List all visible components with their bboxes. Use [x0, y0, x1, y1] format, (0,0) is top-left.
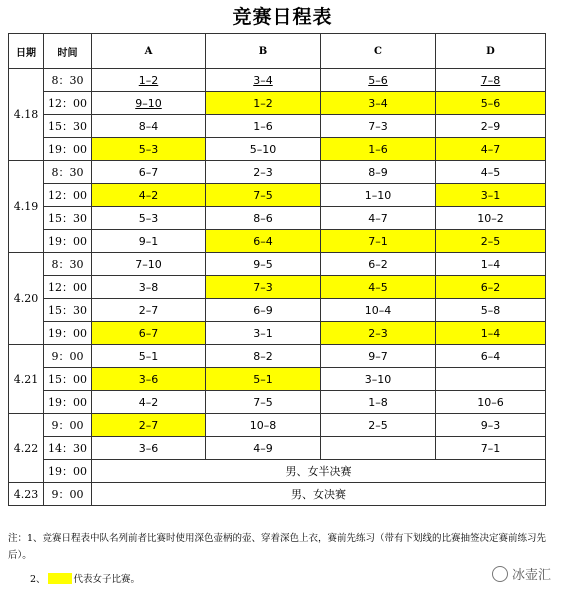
game-cell: [92, 322, 206, 345]
game-cell: [206, 437, 321, 460]
matchup-text: 4–2: [138, 395, 159, 409]
game-cell: [436, 322, 546, 345]
game-cell: [92, 345, 206, 368]
matchup-text: 2–9: [480, 119, 501, 133]
highlight-swatch: [48, 573, 72, 584]
schedule-row: [9, 161, 546, 184]
matchup-text: 10–6: [477, 395, 504, 409]
game-cell: [92, 92, 206, 115]
time-cell: 19：00: [44, 322, 92, 345]
matchup-text: 3–1: [253, 326, 273, 340]
schedule-row: [9, 437, 546, 460]
game-cell: [436, 414, 546, 437]
footnote-2-text: 代表女子比赛。: [73, 574, 141, 585]
game-cell: [436, 161, 546, 184]
game-cell: [321, 299, 436, 322]
game-cell: [436, 391, 546, 414]
matchup-text: 10–8: [249, 418, 277, 432]
game-cell: [321, 437, 436, 460]
game-cell: [206, 161, 321, 184]
date-cell: 4.23: [9, 483, 44, 506]
time-cell: 9：00: [44, 414, 92, 437]
game-cell: [436, 138, 546, 161]
game-cell: [436, 299, 546, 322]
matchup-text: 4–7: [368, 211, 388, 225]
game-cell: [436, 230, 546, 253]
matchup-text: 1–10: [364, 188, 392, 202]
game-cell: [206, 69, 321, 92]
game-cell: [436, 276, 546, 299]
matchup-text: 6–4: [253, 234, 273, 248]
matchup-text: 6–2: [368, 257, 388, 271]
matchup-text: 3–4: [253, 73, 273, 87]
game-cell: [206, 391, 321, 414]
game-cell: [92, 391, 206, 414]
matchup-text: 3–1: [480, 188, 501, 202]
game-cell: [436, 368, 546, 391]
matchup-text: 3–8: [138, 280, 159, 294]
game-cell: [436, 69, 546, 92]
final-round-cell: 男、女半决赛: [92, 460, 546, 483]
matchup-text: 5–1: [253, 372, 273, 386]
matchup-text: 4–9: [253, 441, 273, 455]
game-cell: [206, 253, 321, 276]
matchup-text: 6–4: [480, 349, 501, 363]
schedule-row: [9, 460, 546, 483]
game-cell: [206, 276, 321, 299]
schedule-row: [9, 483, 546, 506]
game-cell: [321, 414, 436, 437]
date-cell: 4.20: [9, 253, 44, 345]
game-cell: [206, 414, 321, 437]
time-cell: 8：30: [44, 69, 92, 92]
game-cell: [321, 207, 436, 230]
game-cell: [206, 322, 321, 345]
game-cell: [436, 184, 546, 207]
schedule-row: [9, 138, 546, 161]
schedule-row: [9, 322, 546, 345]
game-cell: [321, 322, 436, 345]
matchup-text: 1–2: [253, 96, 273, 110]
game-cell: [92, 230, 206, 253]
matchup-text: 1–2: [138, 73, 159, 87]
matchup-text: 7–3: [368, 119, 388, 133]
schedule-row: [9, 391, 546, 414]
game-cell: [206, 345, 321, 368]
game-cell: [92, 368, 206, 391]
matchup-text: 2–5: [480, 234, 501, 248]
matchup-text: 5–6: [368, 73, 388, 87]
matchup-text: 2–3: [368, 326, 388, 340]
game-cell: [206, 184, 321, 207]
schedule-row: [9, 207, 546, 230]
date-cell: 4.22: [9, 414, 44, 483]
matchup-text: 9–5: [253, 257, 273, 271]
game-cell: [92, 299, 206, 322]
matchup-text: 4–2: [138, 188, 159, 202]
game-cell: [321, 391, 436, 414]
matchup-text: 7–3: [253, 280, 273, 294]
matchup-text: 7–10: [135, 257, 162, 271]
page-title: 竞赛日程表: [232, 6, 333, 28]
time-cell: 19：00: [44, 391, 92, 414]
game-cell: [92, 414, 206, 437]
footnote-2: [30, 571, 140, 585]
game-cell: [436, 345, 546, 368]
matchup-text: 8–4: [138, 119, 159, 133]
matchup-text: 10–2: [477, 211, 504, 225]
schedule-row: [9, 368, 546, 391]
matchup-text: 6–7: [138, 165, 159, 179]
matchup-text: 5–10: [249, 142, 277, 156]
game-cell: [321, 184, 436, 207]
matchup-text: 2–5: [368, 418, 388, 432]
time-cell: 19：00: [44, 138, 92, 161]
game-cell: [92, 161, 206, 184]
matchup-text: 1–4: [480, 257, 501, 271]
game-cell: [321, 161, 436, 184]
matchup-text: 1–6: [253, 119, 273, 133]
game-cell: [92, 253, 206, 276]
game-cell: [321, 368, 436, 391]
matchup-text: 9–1: [138, 234, 159, 248]
header-sheet-b: B: [206, 34, 321, 69]
schedule-row: [9, 299, 546, 322]
matchup-text: 5–3: [138, 142, 159, 156]
final-round-cell: 男、女决赛: [92, 483, 546, 506]
game-cell: [436, 115, 546, 138]
game-cell: [206, 207, 321, 230]
time-cell: 8：30: [44, 161, 92, 184]
matchup-text: 3–10: [364, 372, 392, 386]
matchup-text: 7–1: [368, 234, 388, 248]
matchup-text: 4–5: [480, 165, 501, 179]
header-sheet-c: C: [321, 34, 436, 69]
matchup-text: 8–2: [253, 349, 273, 363]
matchup-text: 7–5: [253, 395, 273, 409]
matchup-text: 9–10: [135, 96, 162, 110]
game-cell: [321, 345, 436, 368]
game-cell: [92, 207, 206, 230]
matchup-text: 7–5: [253, 188, 273, 202]
game-cell: [206, 368, 321, 391]
date-cell: 4.21: [9, 345, 44, 414]
matchup-text: 3–4: [368, 96, 388, 110]
time-cell: 12：00: [44, 276, 92, 299]
game-cell: [206, 230, 321, 253]
header-sheet-d: D: [436, 34, 546, 69]
matchup-text: 5–1: [138, 349, 159, 363]
time-cell: 15：30: [44, 207, 92, 230]
game-cell: [206, 299, 321, 322]
schedule-table: [8, 33, 546, 506]
matchup-text: 5–3: [138, 211, 159, 225]
matchup-text: 6–7: [138, 326, 159, 340]
time-cell: 12：00: [44, 92, 92, 115]
matchup-text: 1–4: [480, 326, 501, 340]
header-time: 时间: [44, 34, 92, 69]
game-cell: [321, 253, 436, 276]
time-cell: 19：00: [44, 460, 92, 483]
time-cell: 12：00: [44, 184, 92, 207]
game-cell: [321, 138, 436, 161]
matchup-text: 6–9: [253, 303, 273, 317]
game-cell: [92, 69, 206, 92]
game-cell: [321, 92, 436, 115]
matchup-text: 2–3: [253, 165, 273, 179]
date-cell: 4.18: [9, 69, 44, 161]
matchup-text: 4–7: [480, 142, 501, 156]
game-cell: [321, 276, 436, 299]
header-row: [9, 34, 546, 69]
footnote-2-number: 2、: [30, 574, 46, 585]
matchup-text: 3–6: [138, 441, 159, 455]
matchup-text: 3–6: [138, 372, 159, 386]
time-cell: 9：00: [44, 345, 92, 368]
matchup-text: 1–8: [368, 395, 388, 409]
game-cell: [436, 253, 546, 276]
time-cell: 15：30: [44, 115, 92, 138]
matchup-text: 2–7: [138, 303, 159, 317]
schedule-row: [9, 184, 546, 207]
schedule-row: [9, 115, 546, 138]
game-cell: [206, 115, 321, 138]
game-cell: [436, 207, 546, 230]
matchup-text: 9–7: [368, 349, 388, 363]
wechat-logo-icon: [492, 566, 508, 582]
time-cell: 8：30: [44, 253, 92, 276]
schedule-row: [9, 69, 546, 92]
matchup-text: 7–8: [480, 73, 501, 87]
watermark-text: 冰壶汇: [511, 568, 551, 583]
matchup-text: 2–7: [138, 418, 159, 432]
matchup-text: 8–9: [368, 165, 388, 179]
matchup-text: 10–4: [364, 303, 392, 317]
matchup-text: 5–6: [480, 96, 501, 110]
matchup-text: 8–6: [253, 211, 273, 225]
time-cell: 9：00: [44, 483, 92, 506]
game-cell: [206, 138, 321, 161]
game-cell: [92, 437, 206, 460]
game-cell: [92, 276, 206, 299]
time-cell: 15：30: [44, 299, 92, 322]
matchup-text: 7–1: [480, 441, 501, 455]
game-cell: [92, 184, 206, 207]
time-cell: 14：30: [44, 437, 92, 460]
schedule-row: [9, 276, 546, 299]
game-cell: [92, 138, 206, 161]
matchup-text: 1–6: [368, 142, 388, 156]
header-date: 日期: [9, 34, 44, 69]
watermark: [492, 564, 551, 583]
matchup-text: 9–3: [480, 418, 501, 432]
time-cell: 15：00: [44, 368, 92, 391]
matchup-text: 4–5: [368, 280, 388, 294]
schedule-row: [9, 92, 546, 115]
game-cell: [436, 92, 546, 115]
game-cell: [321, 115, 436, 138]
game-cell: [92, 115, 206, 138]
time-cell: 19：00: [44, 230, 92, 253]
game-cell: [206, 92, 321, 115]
schedule-row: [9, 230, 546, 253]
date-cell: 4.19: [9, 161, 44, 253]
game-cell: [321, 69, 436, 92]
matchup-text: 5–8: [480, 303, 501, 317]
schedule-row: [9, 253, 546, 276]
schedule-row: [9, 345, 546, 368]
schedule-body: [9, 69, 546, 506]
matchup-text: 6–2: [480, 280, 501, 294]
footnote-1: 注：1、竞赛日程表中队名列前者比赛时使用深色壶柄的壶、穿着深色上衣，赛前先练习（带有下划线的比赛抽签决定赛前练习先后）。: [8, 533, 547, 561]
header-sheet-a: A: [92, 34, 206, 69]
schedule-row: [9, 414, 546, 437]
game-cell: [436, 437, 546, 460]
game-cell: [321, 230, 436, 253]
